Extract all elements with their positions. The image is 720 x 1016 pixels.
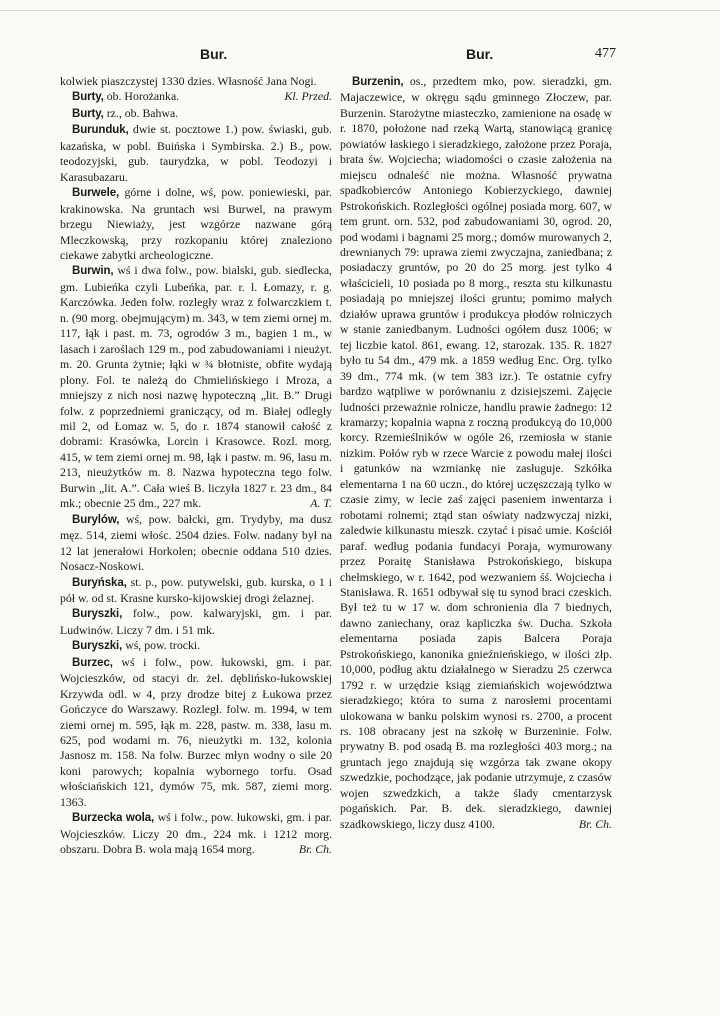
entry	[60, 810, 332, 857]
entry-headword: Burty,	[72, 91, 104, 104]
left-column	[60, 74, 332, 858]
entry-headword: Burwin,	[72, 265, 114, 278]
entry-text: wś i folw., pow. łukowski, gm. i par. Wojcieszków, od stacyi dr. żel. dęblińsko-łukowskiej Krzywda odl. w 4, przy drodze bitej z Łukowa przez Gończyce do Warszawy. Rozległ. folw. m. 1994, w tem ziemi ornej m. 595, łąk m. 228, pastw. m. 338, lasu m. 625, pod wodami m. 76, nieużytki m. 132, kolonia Jasnosz m. 158. Na folw. Burzec młyn wodny o sile 20 koni parowych; kopalnia wybornego torfu. Osad włościańskich 121, dymów 75, mk. 587, ziemi morg. 1363.	[60, 654, 332, 809]
entry-text: st. p., pow. putywelski, gub. kurska, o 1 i pół w. od st. Krasne kursko-kijowskiej drogi żelaznej.	[60, 574, 332, 605]
entry	[60, 606, 332, 638]
page-top-rule	[0, 10, 720, 11]
entry	[60, 575, 332, 607]
entry-text: dwie st. pocztowe 1.) pow. świaski, gub. kazańska, w pobl. Buińska i Symbirska. 2.) B., pow. teodozyjski, gub. taurydzka, w pobl. Teodozyi i Karasubazaru.	[60, 122, 332, 184]
entry-text: wś, pow. bałcki, gm. Trydyby, ma dusz męz. 514, ziemi włośc. 2504 dzies. Folw. nadany był na 12 lat jenerałowi Horkolen; obecnie oddana 510 dzies. Nosacz-Noskowi.	[60, 511, 332, 574]
entry-headword: Burzenin,	[352, 76, 404, 88]
entry-text: folw., pow. kalwaryjski, gm. i par. Ludwinów. Liczy 7 dm. i 51 mk.	[60, 606, 333, 637]
right-column	[340, 74, 612, 832]
entry-text: os., przedtem mko, pow. sieradzki, gm. Majaczewice, w okręgu sądu gminnego Złoczew, par. Burzenin. Starożytne miasteczko, zamienione na osadę w r. 1870, położone nad rzeką Wartą, stanowiącą granicę powiatów łaskiego i sieradzkiego, założone przez Poraja, brata św. Wojciecha; wiadomości o czasie założenia na miejscu odnaleść nie można. Własność prywatna spadkobierców Antoniego Kobierzyckiego, dawniej Pstrokońskich. Rozległości ogólnej posiada morg. 607, w tem grunt. orn. 532, pod zabudowaniami 30, ogrod. 20, pod wodami i bagnami 25 morg.; domów murowanych 2, drewnianych 79: uprawa ziemi zwyczajna, zaniedbana; z posiadaczy gruntów, po 20 do 25 morg. jest tylko 4 właścicieli, 10 posiada po 8 morg., reszta stu kilkunastu posiadają po mniejszej ilości gruntu; pomimo małych działów uprawa gruntów i produkcya płodów rolniczych w stanie zaniedbanym. Ludności ogółem dusz 1006; w tej liczbie katol. 861, ewang. 12, starozak. 135. R. 1827 było tu 54 dm., 479 mk. a 1859 według Enc. Org. tylko 39 dm., 774 mk. (w tem 383 izr.). Te ostatnie cyfry bardzo wątpliwe w porównaniu z dzisiejszemi. Zajęcie ludności przeważnie rolnicze, handlu prawie żadnego: 12 kramarzy; kopalnia wapna z roczną produkcyą do 10,000 korcy. Rzemieślników w ogóle 26, rzemiosła w stanie nizkim. Połów ryb w rzece Warcie z powodu małej ilości i gatunków na wzmiankę nie zasługuje. Szkółka elementarna 1 na 60 uczn., do której uczęszczają tylko w czasie zimy, w lecie zaś zajęci paseniem inwentarza i robotami rolnemi; ztąd stan oświaty nadzwyczaj nizki, zaledwie kilkunastu mieszk. czytać i pisać umie. Kościół paraf. według podania fundacyi Poraja, wymurowany przez Poraitę Stanisława Pstrokońskiego, biskupa chełmskiego, w r. 1642, pod wezwaniem śś. Wojciecha i Stanisława. R. 1651 odbywał się tu synod braci czeskich. Był też tu w 17 w. dom schronienia dla 7 biednych, dawno zaniechany, oraz kapliczka św. Ducha. Szkoła elementarna posiada zapis Balcera Poraja Pstrokońskiego, kanonika gnieźnieńskiego, w ilości złp. 10,000, podług aktu działalnego w Sieradzu 25 czerwca 1792 r. w urzędzie ksiąg ziemiańskich województwa sieradzkiego; która to suma z narosłemi procentami ulokowana w banku polskim wynosi rs. 2700, a procent rs. 108 obracany jest na szkołę w Burzeninie. Folw. prywatny B. pod osadą B. ma rozległości 403 morg.; na gruntach jego znajdują się wzgórza tak zwane okopy szwedzkie, pochodzące, jak podanie utrzymuje, z czasów wojen szwedzkich, a także ślady cmentarzysk pogańskich. Par. B. dek. sieradzkiego, dawniej szadkowskiego, liczy dusz 4100.	[340, 74, 612, 831]
entry-text: górne i dolne, wś, pow. poniewieski, par. krakinowska. Na gruntach wsi Burwel, na prawym brzegu Niewiaży, jest wzgórze nazwane górą Mleczkowską, przy rozkopaniu której znaleziono ciekawe zabytki archeologiczne.	[60, 185, 332, 262]
entry-headword: Burunduk,	[72, 124, 129, 137]
entry-headword: Buryszki,	[72, 640, 123, 653]
running-head-left: Bur.	[200, 46, 228, 62]
entry-text: kolwiek piaszczystej 1330 dzies. Własność Jana Nogi.	[60, 74, 317, 88]
entry-signature: Br. Ch.	[298, 842, 332, 857]
entry-signature: Br. Ch.	[578, 816, 612, 831]
entry-text: wś i dwa folw., pow. bialski, gub. siedlecka, gm. Lubieńka czyli Lubeńka, par. r. l. Łomazy, r. g. Karczówka. Jeden folw. rozległy wraz z folwarczkiem t. n. (90 morg. obejmującym) m. 343, w tem ziemi ornej m. 117, łąk i past. m. 73, ogrodów 3 m., bagien 1 m., w lasach i zaroślach 129 m., pod zabudowaniami i nieużyt. m. 20. Grunta żytnie; łąki w ¾ błotniste, obfite wydają plony. Fol. te należą do Chmielińskiego i Mroza, a mniejszy z nich nosi nazwę hypoteczną „lit. B.” Drugi folw. z poprzedniemi graniczący, od m. Białej odległy mil 2, od Łomaz w. 5, do r. 1874 stanowił całość z dobrami: Krasówka, Lorcin i Krasowce. Rozl. morg. 415, w tem ziemi ornej m. 98, łąk i pastw. m. 96, lasu m. 213, nieużytków m. 8. Nazwa hypoteczna tego folw. Burwin „lit. A.”. Cała wieś B. liczyła 1827 r. 23 dm., 84 mk.; obecnie 25 dm., 227 mk.	[60, 263, 332, 511]
entry-text: rz., ob. Bahwa.	[106, 105, 179, 120]
running-head-right: Bur.	[466, 46, 494, 62]
entry	[60, 512, 332, 575]
entry	[60, 638, 332, 654]
entry	[60, 185, 332, 263]
entry	[60, 655, 332, 811]
entry	[60, 263, 332, 511]
entry-signature: Kl. Przed.	[284, 89, 332, 104]
page-number: 477	[595, 46, 616, 61]
entry	[60, 106, 332, 122]
entry-headword: Buryńska,	[72, 576, 127, 589]
entry-headword: Burwele,	[72, 187, 120, 200]
entry-text: wś, pow. trocki.	[125, 638, 201, 653]
entry-headword: Buryszki,	[72, 608, 123, 621]
entry	[340, 74, 612, 832]
entry-signature: A. T.	[310, 496, 332, 511]
entry-headword: Burty,	[72, 107, 104, 120]
entry	[60, 122, 332, 185]
entry-headword: Burylów,	[72, 513, 120, 526]
entry-text: ob. Horożanka.	[106, 89, 180, 104]
entry-headword: Burzecka wola,	[72, 812, 155, 825]
page-header	[0, 46, 720, 68]
entry-headword: Burzec,	[72, 656, 113, 669]
entry-text: wś i folw., pow. łukowski, gm. i par. Wojcieszków. Liczy 20 dm., 224 mk. i 1212 morg. obszaru. Dobra B. wola mają 1654 morg.	[60, 810, 332, 857]
